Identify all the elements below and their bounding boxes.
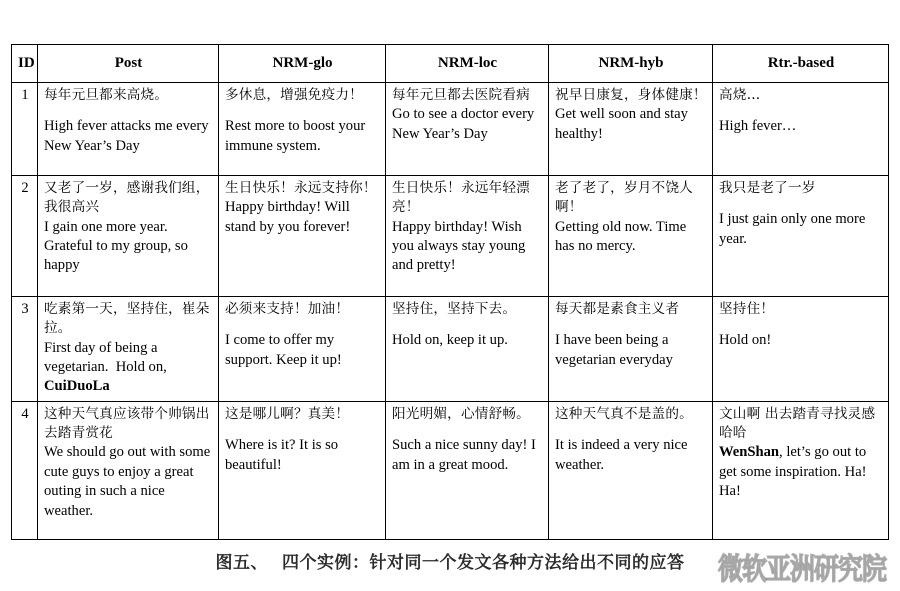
cell-nrm-hyb [549,401,713,539]
cell-post [38,401,219,539]
cell-text-chinese: 又老了一岁，感谢我们组，我很高兴 [44,180,210,216]
cell-text-chinese: 阳光明媚，心情舒畅。 [392,405,530,422]
cell-text-chinese: 每年元旦都来高烧。 [44,87,169,103]
table-header [12,45,889,83]
spacer [225,319,380,331]
cell-nrm-hyb [549,297,713,402]
cell-text-chinese: 吃素第一天，坚持住，崔朵拉。 [44,301,210,337]
cell-text-english: I just gain only one more year. [719,211,869,247]
column-header-nrm-loc: NRM-loc [386,45,549,83]
row-id: 4 [12,401,38,539]
cell-text-english: High fever… [719,118,797,135]
cell-nrm-glo [219,297,386,402]
cell-text-chinese: 生日快乐！永远年轻漂亮！ [392,180,530,216]
cell-text-english: Get well soon and stay healthy! [555,106,692,142]
column-header-post: Post [38,45,219,83]
cell-text-chinese: 坚持住！ [719,301,775,317]
cell-post [38,297,219,402]
cell-text-english: I have been being a vegetarian everyday [555,332,673,368]
column-header-id: ID [12,45,38,83]
cell-text-english: High fever attacks me every New Year’s Day [44,118,213,154]
cell-text-english-suffix: , let’s go out to get some inspiration. Ha! Ha! [719,444,871,500]
cell-text-english: I gain one more year. Grateful to my group, so happy [44,218,192,274]
cell-rtr-based [713,401,889,539]
cell-text-chinese: 多休息，增强免疫力！ [225,87,363,103]
figure-caption [0,548,900,573]
spacer [392,319,543,331]
cell-text-english: Go to see a doctor every New Year’s Day [392,106,538,142]
spacer [392,424,543,436]
cell-nrm-glo [219,176,386,297]
cell-nrm-glo [219,401,386,539]
cell-text-chinese: 这种天气真不是盖的。 [555,405,693,422]
cell-rtr-based [713,176,889,297]
cell-text-english-highlight: CuiDuoLa [44,378,110,395]
row-id: 1 [12,83,38,176]
row-id: 3 [12,297,38,402]
cell-text-english [44,339,213,397]
cell-nrm-hyb [549,176,713,297]
cell-text-chinese: 每天都是素食主义者 [555,301,680,317]
cell-text-chinese: 这是哪儿啊？真美！ [225,405,350,422]
cell-nrm-glo [219,83,386,176]
cell-text-english: Where is it? It is so beautiful! [225,437,342,473]
cell-text-english: Getting old now. Time has no mercy. [555,218,690,254]
figure-caption-number: 图五、 [215,553,268,573]
table-row [12,297,889,402]
cell-text-english: It is indeed a very nice weather. [555,437,692,473]
cell-text-chinese: 必须来支持！加油！ [225,301,350,317]
row-id: 2 [12,176,38,297]
cell-text-english: Hold on, keep it up. [392,332,508,349]
table-row [12,83,889,176]
cell-rtr-based [713,297,889,402]
cell-text-english: Happy birthday! Will stand by you forever! [225,199,354,235]
cell-nrm-loc [386,176,549,297]
cell-text-chinese: 坚持住，坚持下去。 [392,301,517,317]
table-header-row [12,45,889,83]
figure-caption-text: 四个实例：针对同一个发文各种方法给出不同的应答 [282,553,685,573]
table-row [12,401,889,539]
spacer [225,105,380,117]
spacer [719,198,883,210]
spacer [555,424,707,436]
cell-text-english-prefix: First day of being a vegetarian. Hold on, [44,339,171,375]
cell-post [38,176,219,297]
cell-text-english: Such a nice sunny day! I am in a great mood. [392,437,540,473]
cell-text-english-highlight: WenShan [719,444,780,461]
cell-text-english: I come to offer my support. Keep it up! [225,332,342,368]
spacer [44,105,213,117]
cell-text-chinese: 我只是老了一岁 [719,180,816,196]
cell-text-chinese: 这种天气真应该带个帅锅出去踏青赏花 [44,405,210,442]
column-header-nrm-hyb: NRM-hyb [549,45,713,83]
cell-post [38,83,219,176]
cell-text-chinese: 每年元旦都去医院看病 [392,87,530,103]
spacer [719,319,883,331]
cell-text-chinese: 文山啊 出去踏青寻找灵感 哈哈 [719,405,880,442]
table-body [12,83,889,540]
cell-nrm-loc [386,297,549,402]
cell-nrm-loc [386,83,549,176]
spacer [719,105,883,117]
cell-text-english: Happy birthday! Wish you always stay young and pretty! [392,218,530,274]
cell-text-chinese: 生日快乐！永远支持你！ [225,180,377,196]
spacer [225,424,380,436]
examples-table [11,44,889,540]
column-header-nrm-glo: NRM-glo [219,45,386,83]
cell-rtr-based [713,83,889,176]
watermark-msra: 微软亚洲研究院 [718,551,887,587]
table-row [12,176,889,297]
cell-nrm-loc [386,401,549,539]
cell-nrm-hyb [549,83,713,176]
cell-text-english: Rest more to boost your immune system. [225,118,369,154]
examples-table-wrapper [11,44,888,540]
spacer [555,319,707,331]
cell-text-english: Hold on! [719,332,772,349]
cell-text-english: We should go out with some cute guys to enjoy a great outing in such a nice weather. [44,444,214,519]
cell-text-chinese: 高烧… [719,87,761,103]
cell-text-english [719,443,883,501]
cell-text-chinese: 老了老了，岁月不饶人啊！ [555,180,693,216]
column-header-rtr-based: Rtr.-based [713,45,889,83]
cell-text-chinese: 祝早日康复，身体健康！ [555,87,707,103]
